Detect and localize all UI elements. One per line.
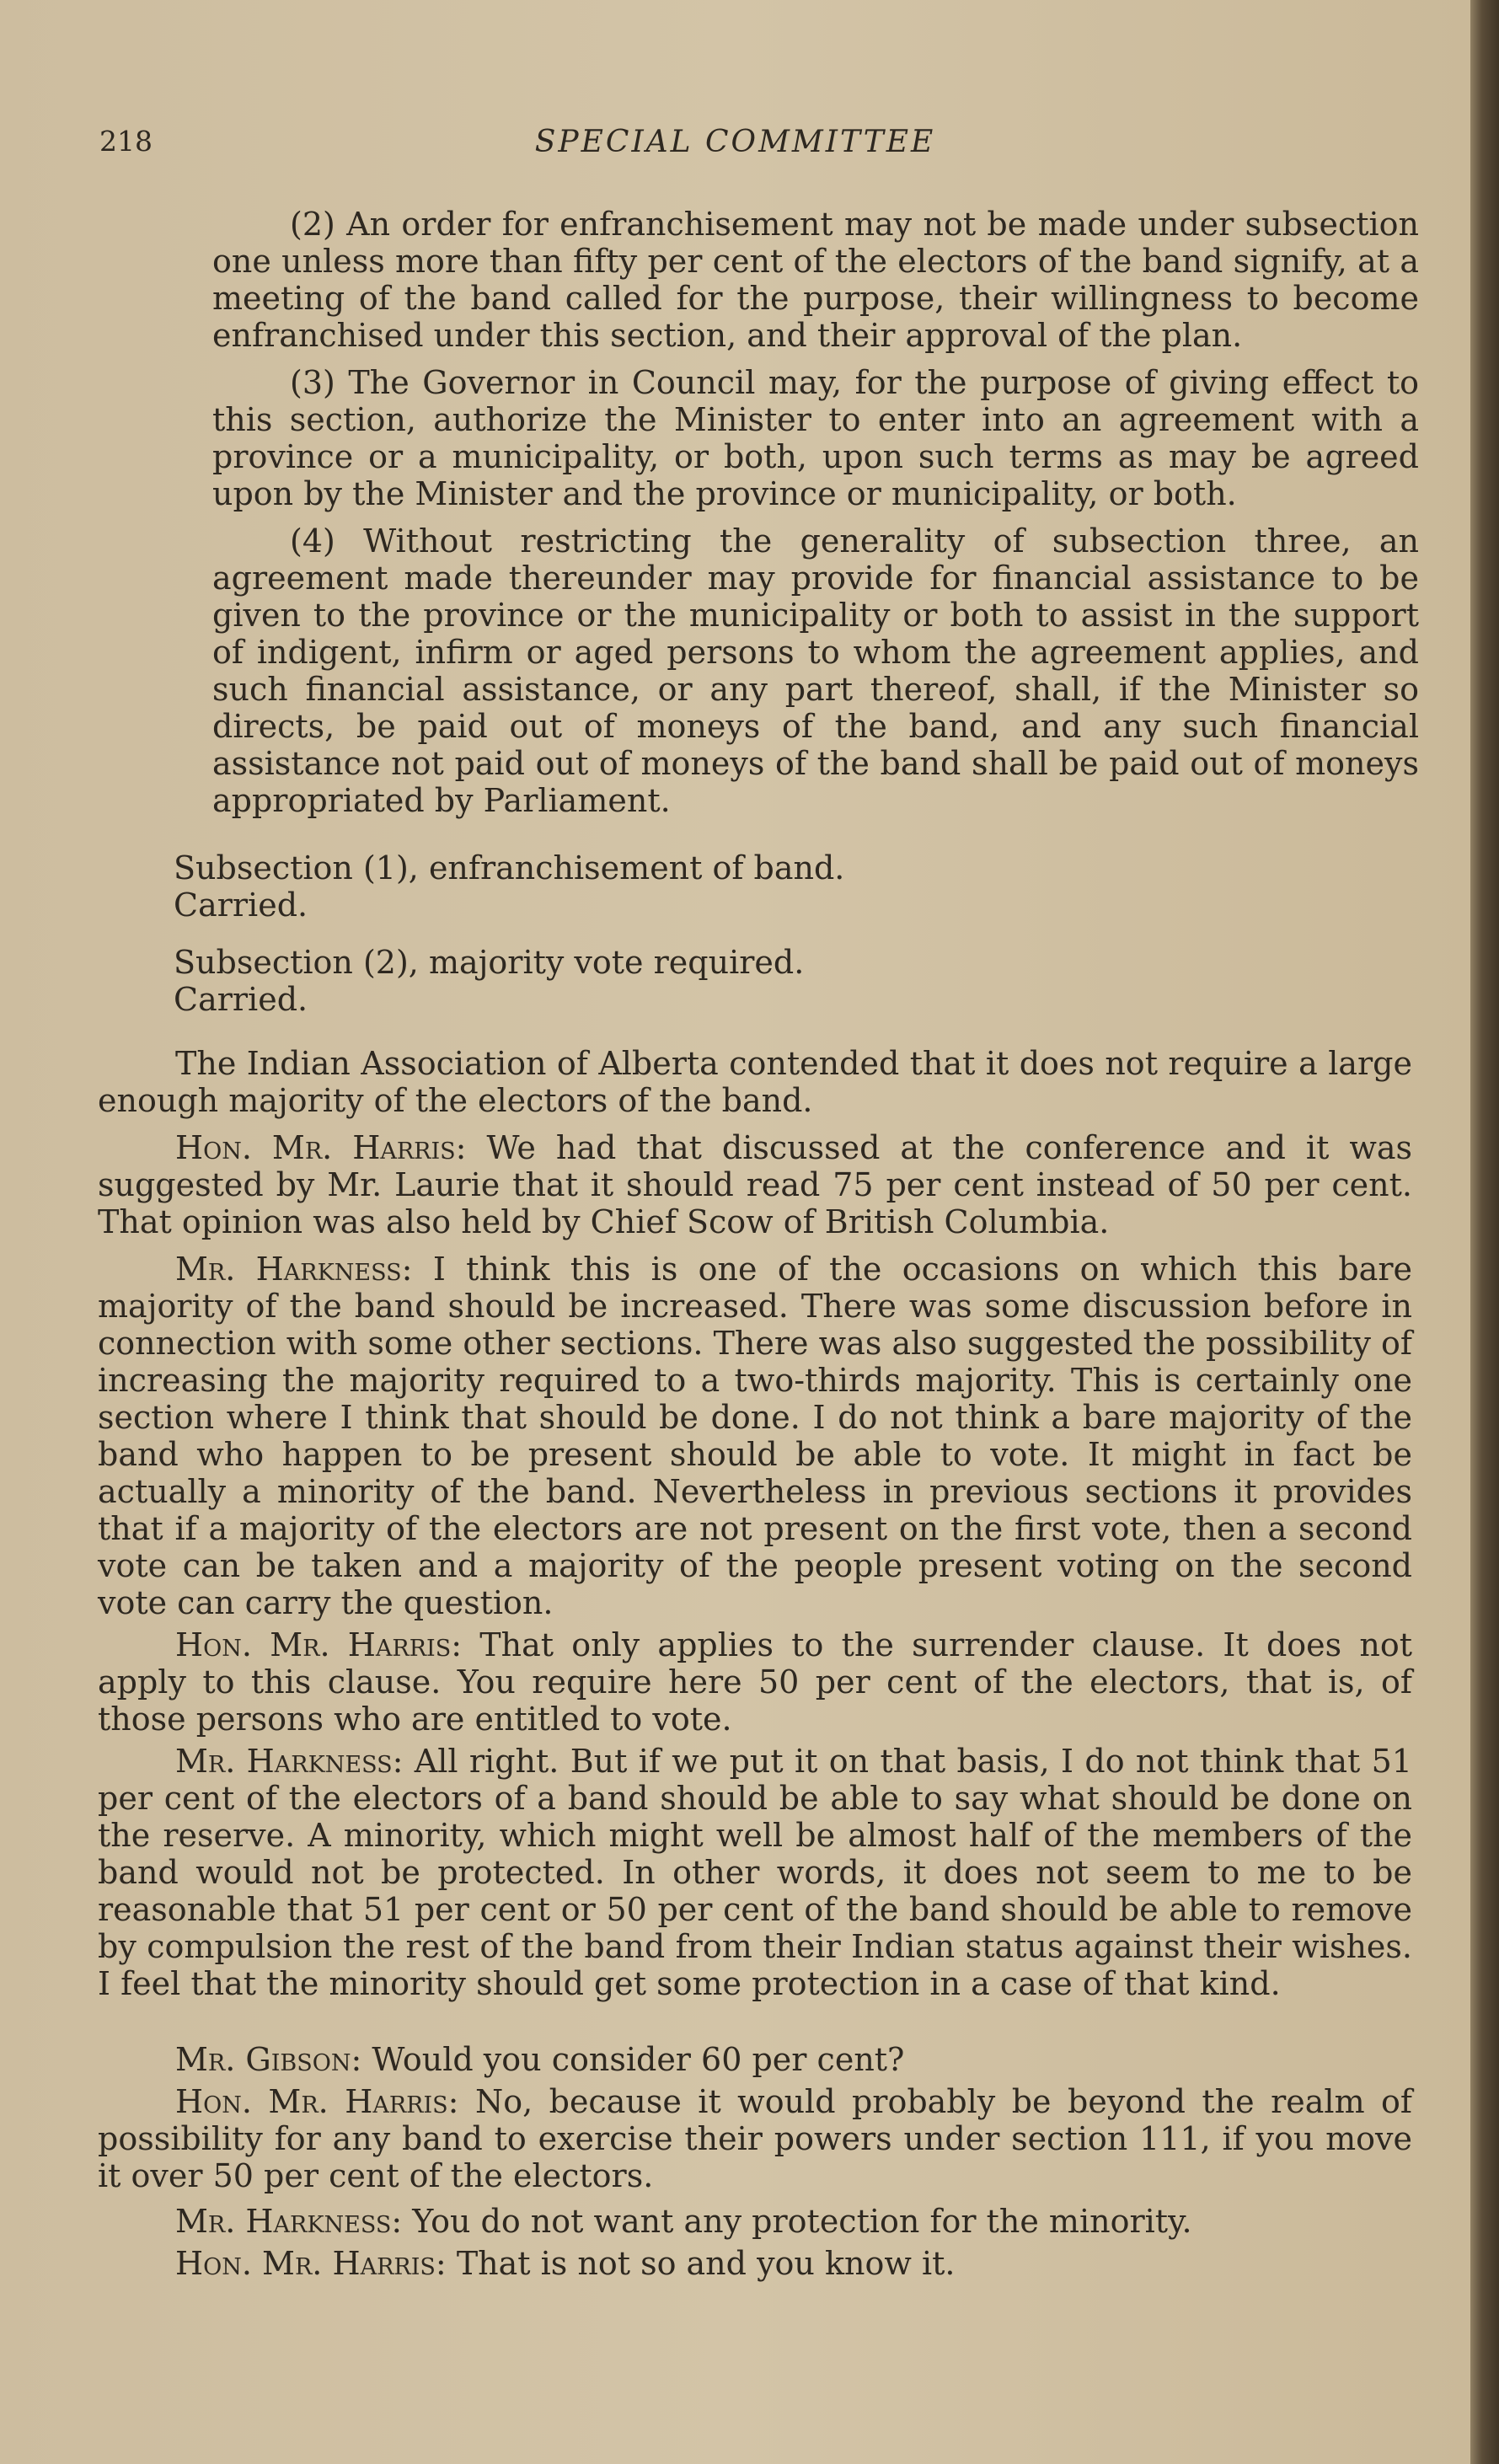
statement-text: I think this is one of the occasions on which this bare majority of the band should be increased. There was some discussion before in connection with some other sections. There was also suggested the possibility of increasing the majority required to a two-thirds majority. This is certainly one section where I think that should be done. I do not think a bare majority of the band who happen to be present should be able to vote. It might in fact be actually a minority of the band. Nevertheless in previous sections it provides that if a majority of the electors are not present on the first vote, then a second vote can be taken and a majority of the people present voting on the second vote can carry the question.	[98, 1251, 1412, 1621]
statement-text: All right. But if we put it on that basis, I do not think that 51 per cent of the electors of a band should be able to say what should be done on the reserve. A minority, which might well be almost half of the members of the band would not be protected. In other words, it does not seem to me to be reasonable that 51 per cent or 50 per cent of the band should be able to remove by compulsion the rest of the band from their Indian status against their wishes. I feel that the minority should get some protection in a case of that kind.	[98, 1743, 1412, 2002]
statement-paragraph	[98, 2041, 1412, 2078]
statement-text: You do not want any protection for the minority.	[412, 2203, 1192, 2240]
statement-paragraph	[98, 1129, 1412, 1240]
statement-paragraph	[98, 1251, 1412, 1621]
motion-1-text: Subsection (1), enfranchisement of band.	[174, 849, 845, 887]
subsection-4-text: (4) Without restricting the generality of subsection three, an agreement made thereunder may provide for financial assistance to be given to the province or the municipality or both to assist in the support of indigent, infirm or aged persons to whom the agreement applies, and such financial assistance, or any part thereof, shall, if the Minister so directs, be paid out of moneys of the band, and any such financial assistance not paid out of moneys of the band shall be paid out of moneys appropriated by Parliament.	[212, 522, 1419, 819]
speaker-name: Hon. Mr. Harris:	[175, 2245, 447, 2282]
page-number: 218	[99, 125, 153, 158]
statement-paragraph	[98, 2203, 1412, 2240]
statement-paragraph	[98, 1626, 1412, 1738]
speaker-name: Hon. Mr. Harris:	[175, 1626, 463, 1663]
speaker-name: Mr. Harkness:	[175, 1251, 413, 1288]
statement-text: No, because it would probably be beyond the realm of possibility for any band to exercise their powers under section 111, if you move it over 50 per cent of the electors.	[98, 2083, 1413, 2194]
page-edge	[1470, 0, 1499, 2464]
subsection-3-text: (3) The Governor in Council may, for the purpose of giving effect to this section, authorize the Minister to enter into an agreement with a province or a municipality, or both, upon such terms as may be agreed upon by the Minister and the province or municipality, or both.	[212, 364, 1419, 512]
motion-1-result: Carried.	[174, 887, 308, 924]
statement-text: Would you consider 60 per cent?	[372, 2041, 905, 2078]
statement-paragraph	[98, 2083, 1412, 2194]
speaker-name: Hon. Mr. Harris:	[175, 1129, 467, 1166]
statement-paragraph	[98, 2245, 1412, 2282]
motion-2-result: Carried.	[174, 981, 308, 1018]
speaker-name: Mr. Harkness:	[175, 2203, 403, 2240]
motion-2-text: Subsection (2), majority vote required.	[174, 944, 805, 981]
running-title: SPECIAL COMMITTEE	[534, 125, 936, 159]
page-header	[0, 125, 1470, 167]
statement-text: The Indian Association of Alberta contended that it does not require a large enough majority of the electors of the band.	[98, 1045, 1412, 1119]
statement-text: That only applies to the surrender clause. It does not apply to this clause. You require here 50 per cent of the electors, that is, of those persons who are entitled to vote.	[98, 1626, 1412, 1738]
subsection-2-text: (2) An order for enfranchisement may not be made under subsection one unless more than fifty per cent of the electors of the band signify, at a meeting of the band called for the purpose, their willingness to become enfranchised under this section, and their approval of the plan.	[212, 206, 1419, 354]
speaker-name: Mr. Gibson:	[175, 2041, 362, 2078]
statement-paragraph	[98, 1045, 1412, 1119]
speaker-name: Hon. Mr. Harris:	[175, 2083, 459, 2120]
statement-text: That is not so and you know it.	[456, 2245, 956, 2282]
statement-text: We had that discussed at the conference and it was suggested by Mr. Laurie that it should read 75 per cent instead of 50 per cent. That opinion was also held by Chief Scow of British Columbia.	[98, 1129, 1412, 1240]
statement-paragraph	[98, 1743, 1412, 2002]
speaker-name: Mr. Harkness:	[175, 1743, 404, 1780]
